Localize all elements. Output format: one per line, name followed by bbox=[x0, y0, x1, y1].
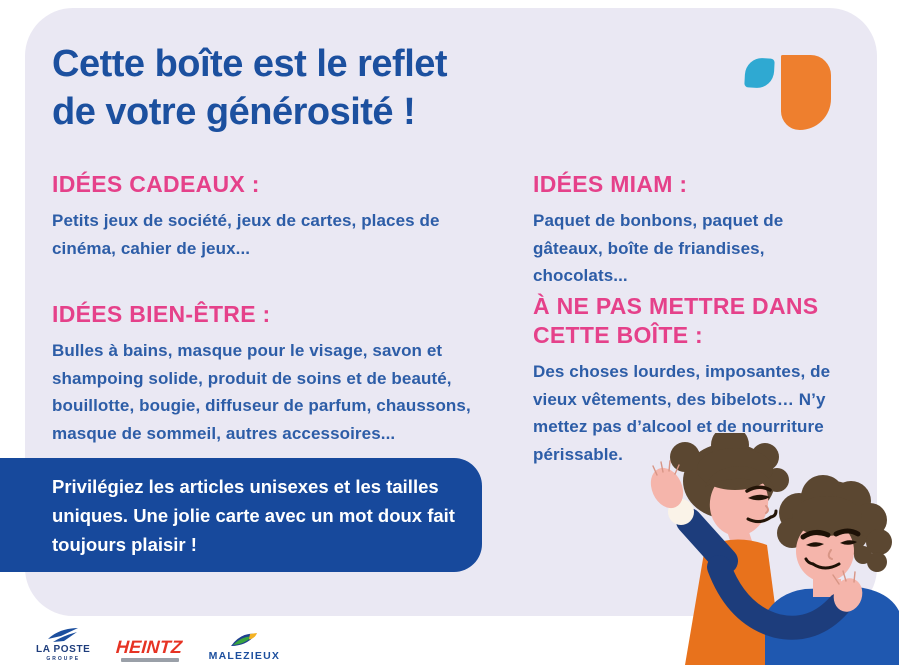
advice-callout bbox=[0, 458, 482, 572]
heintz-label: HEINTZ bbox=[115, 637, 184, 657]
section-heading-ne-pas-mettre: À NE PAS METTRE DANS CETTE BOÎTE : bbox=[533, 293, 819, 348]
partner-logos bbox=[36, 620, 280, 662]
heintz-baseline-bar bbox=[121, 658, 179, 662]
la-poste-groupe-label: GROUPE bbox=[46, 656, 81, 662]
logo-malezieux bbox=[209, 631, 280, 662]
section-idees-miam bbox=[533, 170, 833, 290]
la-poste-label: LA POSTE bbox=[36, 644, 91, 655]
section-idees-bien-etre bbox=[52, 300, 517, 447]
la-poste-bird-icon bbox=[46, 627, 80, 643]
section-body-ne-pas-mettre: Des choses lourdes, imposantes, de vieux vêtements, des bibelots… N’y mettez pas d’alcool et de nourriture périssable. bbox=[533, 362, 831, 464]
malezieux-label: MALEZIEUX bbox=[208, 650, 281, 662]
section-heading-bien-etre: IDÉES BIEN-ÊTRE : bbox=[52, 301, 271, 327]
section-heading-miam: IDÉES MIAM : bbox=[533, 171, 688, 197]
advice-callout-text: Privilégiez les articles unisexes et les tailles uniques. Une jolie carte avec un mot doux fait toujours plaisir ! bbox=[52, 475, 455, 555]
logo-la-poste bbox=[36, 627, 90, 662]
page-title-line2: de votre générosité ! bbox=[52, 91, 416, 133]
page-title bbox=[52, 40, 447, 136]
page-title-line1: Cette boîte est le reflet bbox=[52, 43, 448, 85]
section-body-miam: Paquet de bonbons, paquet de gâteaux, boîte de friandises, chocolats... bbox=[533, 211, 784, 285]
leaf-orange-shape bbox=[781, 55, 831, 130]
section-heading-cadeaux: IDÉES CADEAUX : bbox=[52, 171, 260, 197]
section-idees-cadeaux bbox=[52, 170, 507, 262]
section-body-bien-etre: Bulles à bains, masque pour le visage, savon et shampoing solide, produit de soins et de beauté, bouillotte, bougie, diffuseur de parfum, chaussons, masque de sommeil, autres accessoires... bbox=[52, 341, 471, 443]
section-body-cadeaux: Petits jeux de société, jeux de cartes, places de cinéma, cahier de jeux... bbox=[52, 211, 440, 258]
children-illustration bbox=[627, 433, 900, 665]
malezieux-leaf-icon bbox=[229, 631, 259, 648]
logo-heintz bbox=[116, 638, 182, 662]
